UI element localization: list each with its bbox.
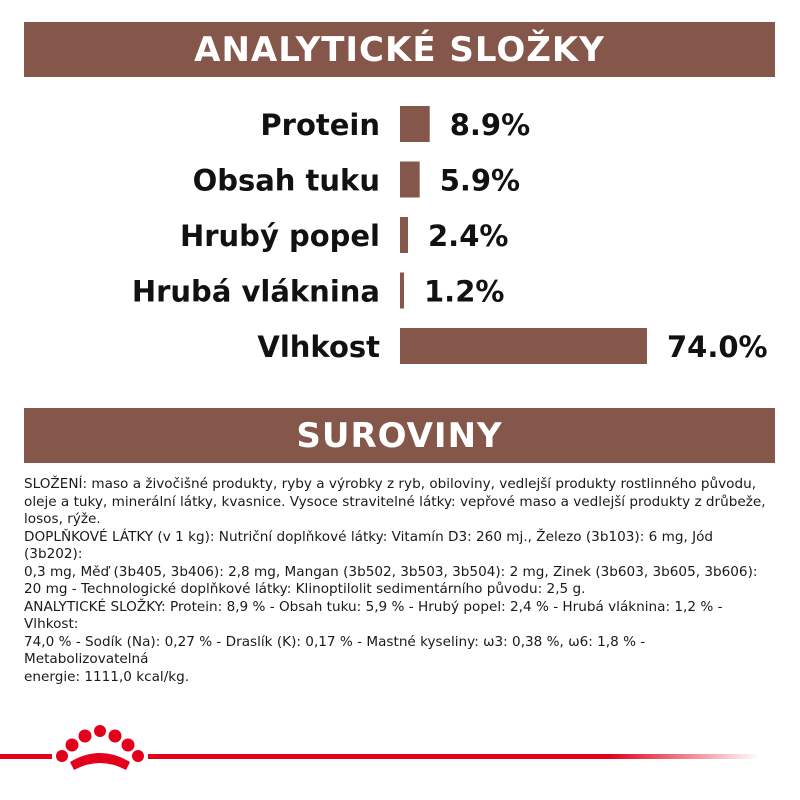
category-label: Hrubý popel <box>179 219 380 253</box>
composition-line: DOPLŇKOVÉ LÁTKY (v 1 kg): Nutriční doplňkové látky: Vitamín D3: 260 mj., Železo (3b103): 6 mg, Jód (3b202): <box>24 528 714 562</box>
bar <box>400 162 420 198</box>
composition-line: 0,3 mg, Měď (3b405, 3b406): 2,8 mg, Mangan (3b502, 3b503, 3b504): 2 mg, Zinek (3b603, 3b605, 3b606): <box>24 563 758 580</box>
category-label: Vlhkost <box>257 330 380 364</box>
composition-line: energie: 1111,0 kcal/kg. <box>24 668 190 685</box>
analytics-title: ANALYTICKÉ SLOŽKY <box>194 30 605 70</box>
analytics-banner <box>24 22 775 77</box>
composition-line: ANALYTICKÉ SLOŽKY: Protein: 8,9 % - Obsah tuku: 5,9 % - Hrubý popel: 2,4 % - Hrubá vláknina: 1,2 % - Vlhkost: <box>24 598 723 632</box>
value-label: 8.9% <box>449 108 531 142</box>
category-label: Protein <box>260 108 380 142</box>
analytics-bar-chart <box>0 90 800 390</box>
bar <box>400 273 404 309</box>
category-label: Obsah tuku <box>192 163 380 198</box>
composition-text <box>24 476 772 686</box>
composition-line: 74,0 % - Sodík (Na): 0,27 % - Draslík (K): 0,17 % - Mastné kyseliny: ω3: 0,38 %, ω6: 1,8 % - Metabolizovatelná <box>24 633 646 667</box>
bar <box>400 106 430 142</box>
value-label: 2.4% <box>428 219 509 253</box>
ingredients-banner <box>24 408 775 463</box>
crown-icon <box>52 722 148 778</box>
ingredients-title: SUROVINY <box>296 416 503 456</box>
category-label: Hrubá vláknina <box>131 274 380 309</box>
value-label: 1.2% <box>424 274 505 309</box>
value-label: 74.0% <box>667 330 768 364</box>
bar <box>400 328 647 364</box>
bar <box>400 217 408 253</box>
composition-line: 20 mg - Technologické doplňkové látky: Klinoptilolit sedimentárního původu: 2,5 g. <box>24 581 586 597</box>
value-label: 5.9% <box>439 163 521 198</box>
composition-line: SLOŽENÍ: maso a živočišné produkty, ryby a výrobky z ryb, obiloviny, vedlejší produkty rostlinného původu, <box>24 476 757 492</box>
composition-line: oleje a tuky, minerální látky, kvasnice. Vysoce stravitelné látky: vepřové maso a vedlejší produkty z drůbeže, <box>24 493 766 510</box>
composition-line: losos, rýže. <box>24 511 101 527</box>
